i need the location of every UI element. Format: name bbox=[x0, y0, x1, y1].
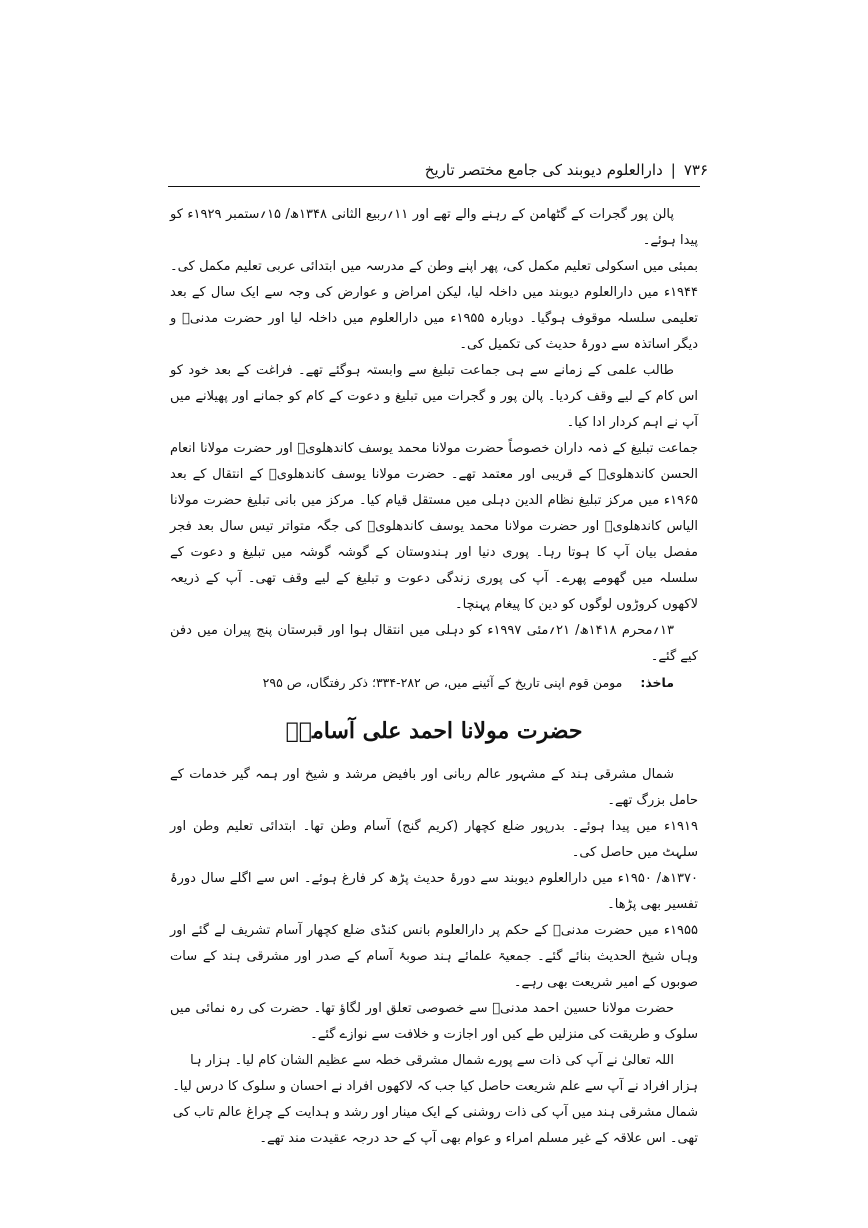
paragraph-tabligh: طالب علمی کے زمانے سے ہی جماعت تبلیغ سے وابستہ ہوگئے تھے۔ فراغت کے بعد خود کو اس کام کے لیے وقف کردیا۔ پالن پور و گجرات میں تبلیغ و دعوت کے کام کو جمانے اور پھیلانے میں آپ نے اہم کردار ادا کیا۔ bbox=[170, 363, 698, 430]
paragraph-birth: پالن پور گجرات کے گٹھامن کے رہنے والے تھے اور ۱۱؍ربیع الثانی ۱۳۴۸ھ/ ۱۵؍ستمبر ۱۹۲۹ء کو پیدا ہوئے۔ bbox=[170, 207, 698, 248]
header-separator: | bbox=[670, 161, 676, 179]
paragraph-birthplace: ۱۹۱۹ء میں پیدا ہوئے۔ بدرپور ضلع کچھار (کریم گنج) آسام وطن تھا۔ ابتدائی تعلیم وطن اور سلہٹ میں حاصل کی۔ bbox=[170, 819, 698, 860]
page-body bbox=[170, 202, 698, 1152]
source-text: مومن قوم اپنی تاریخ کے آئینے میں، ص ۲۸۲-۳۳۴؛ ذکر رفتگاں، ص ۲۹۵ bbox=[262, 675, 623, 690]
paragraph-markaz: جماعت تبلیغ کے ذمہ داران خصوصاً حضرت مولانا محمد یوسف کاندھلویؒ اور حضرت مولانا انعام الحسن کاندھلویؒ کے قریبی اور معتمد تھے۔ حضرت مولانا یوسف کاندھلویؒ کے انتقال کے بعد ۱۹۶۵ء میں مرکز تبلیغ نظام الدین دہلی میں مستقل قیام کیا۔ مرکز میں بانی تبلیغ حضرت مولانا الیاس کاندھلویؒ اور حضرت مولانا محمد یوسف کاندھلویؒ کی جگہ متواتر تیس سال بعد فجر مفصل بیان آپ کا ہوتا رہا۔ پوری دنیا اور ہندوستان کے گوشہ گوشہ میں تبلیغ و دعوت کے سلسلہ میں گھومے پھرے۔ آپ کی پوری زندگی دعوت و تبلیغ کے لیے وقف تھی۔ آپ کے ذریعہ لاکھوں کروڑوں لوگوں کو دین کا پیغام پہنچا۔ bbox=[170, 441, 698, 612]
header-rule bbox=[168, 186, 700, 187]
source-citation bbox=[170, 670, 698, 696]
paragraph-intro: شمال مشرقی ہند کے مشہور عالم ربانی اور بافیض مرشد و شیخ اور ہمہ گیر خدمات کے حامل بزرگ تھے۔ bbox=[170, 767, 698, 808]
paragraph-shaikh-hadith: ۱۹۵۵ء میں حضرت مدنیؒ کے حکم پر دارالعلوم بانس کنڈی ضلع کچھار آسام تشریف لے گئے اور وہاں شیخ الحدیث بنائے گئے۔ جمعیۃ علمائے ہند صوبۂ آسام کے صدر اور مشرقی ہند کے سات صوبوں کے امیر شریعت بھی رہے۔ bbox=[170, 923, 698, 990]
paragraph-graduation: ۱۳۷۰ھ/ ۱۹۵۰ء میں دارالعلوم دیوبند سے دورۂ حدیث پڑھ کر فارغ ہوئے۔ اس سے اگلے سال دورۂ تفسیر بھی پڑھا۔ bbox=[170, 871, 698, 912]
source-label: ماخذ: bbox=[640, 675, 674, 690]
paragraph-legacy: اللہ تعالیٰ نے آپ کی ذات سے پورے شمال مشرقی خطہ سے عظیم الشان کام لیا۔ ہزار ہا ہزار افراد نے آپ سے علم شریعت حاصل کیا جب کہ لاکھوں افراد نے احسان و سلوک کا درس لیا۔ شمال مشرقی ہند میں آپ کی ذات روشنی کے ایک مینار اور رشد و ہدایت کے چراغ عالم تاب کی تھی۔ اس علاقہ کے غیر مسلم امراء و عوام بھی آپ کے حد درجہ عقیدت مند تھے۔ bbox=[172, 1053, 698, 1146]
paragraph-madani-relation: حضرت مولانا حسین احمد مدنیؒ سے خصوصی تعلق اور لگاؤ تھا۔ حضرت کی رہ نمائی میں سلوک و طریقت کی منزلیں طے کیں اور اجازت و خلافت سے نوازے گئے۔ bbox=[170, 1001, 698, 1042]
paragraph-death: ۱۳؍محرم ۱۴۱۸ھ/ ۲۱؍مئی ۱۹۹۷ء کو دہلی میں انتقال ہوا اور قبرستان پنج پیران میں دفن کیے گئے۔ bbox=[170, 623, 698, 664]
running-header bbox=[170, 160, 708, 180]
paragraph-education: بمبئی میں اسکولی تعلیم مکمل کی، پھر اپنے وطن کے مدرسہ میں ابتدائی عربی تعلیم مکمل کی۔ ۱۹۴۴ء میں دارالعلوم دیوبند میں داخلہ لیا، لیکن امراض و عوارض کی وجہ سے ایک سال کے بعد تعلیمی سلسلہ موقوف ہوگیا۔ دوبارہ ۱۹۵۵ء میں دارالعلوم میں داخلہ لیا اور حضرت مدنیؒ و دیگر اساتذہ سے دورۂ حدیث کی تکمیل کی۔ bbox=[170, 259, 699, 352]
page-number: ۷۳۶ bbox=[683, 161, 708, 179]
section-heading: حضرت مولانا احمد علی آسامیؒ bbox=[285, 718, 583, 744]
book-title: دارالعلوم دیوبند کی جامع مختصر تاریخ bbox=[424, 161, 663, 179]
